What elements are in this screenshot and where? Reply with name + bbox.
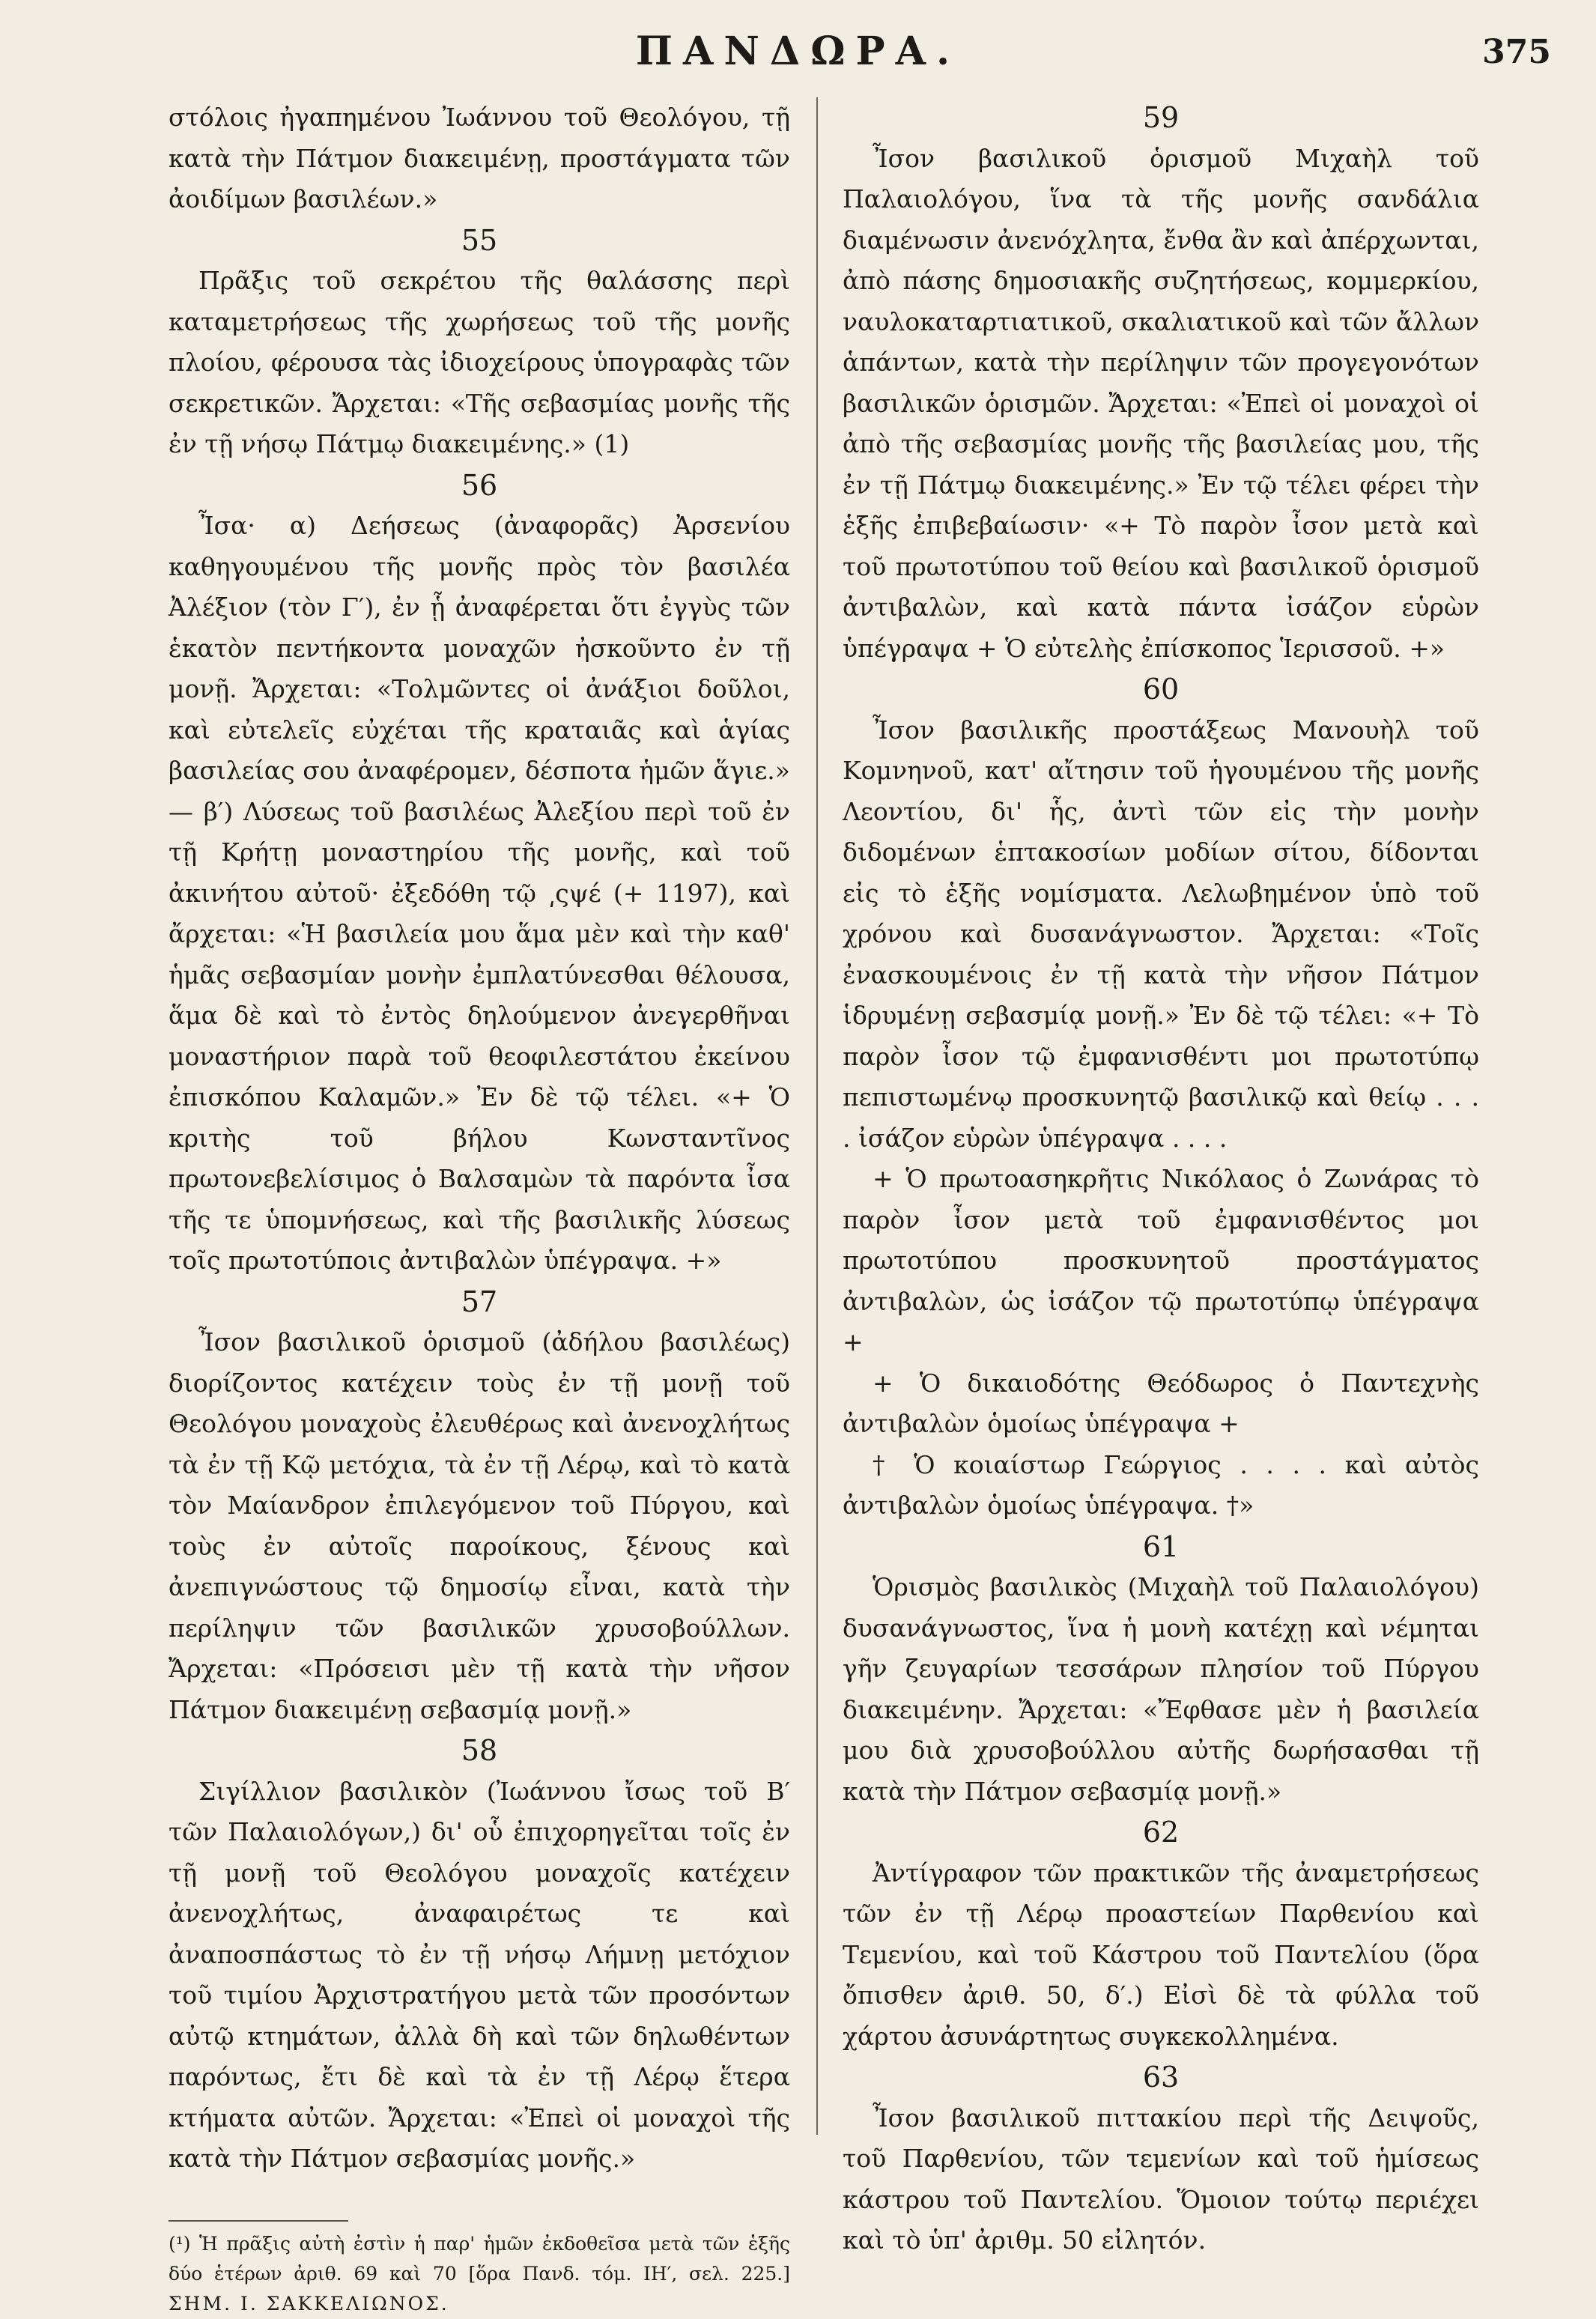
footnote-text: (¹) Ἡ πρᾶξις αὐτὴ ἐστὶν ἡ παρ' ἡμῶν ἐκδοθεῖσα μετὰ τῶν ἑξῆς δύο ἑτέρων ἀριθ. 69 καὶ 70 [ὅρα Πανδ. τόμ. ΙΗ′, σελ. 225.] (169, 2232, 790, 2285)
paragraph: Σιγίλλιον βασιλικὸν (Ἰωάννου ἴσως τοῦ Β′ τῶν Παλαιολόγων,) δι' οὗ ἐπιχορηγεῖται τοῖς ἐν τῇ μονῇ τοῦ Θεολόγου μοναχοῖς κατέχειν ἀνενοχλήτως, ἀναφαιρέτως τε καὶ ἀναποσπάστως τὸ ἐν τῇ νήσῳ Λήμνῃ μετόχιον τοῦ τιμίου Ἀρχιστρατήγου μετὰ τῶν προσόντων αὐτῷ κτημάτων, ἀλλὰ δὴ καὶ τῶν δηλωθέντων παρόντως, ἔτι δὲ καὶ τὰ ἐν τῇ Λέρῳ ἕτερα κτήματα αὐτῶν. Ἄρχεται: «Ἐπεὶ οἱ μοναχοὶ τῆς κατὰ τὴν Πάτμον σεβασμίας μονῆς.» (169, 1776, 790, 2173)
section-number: 56 (461, 468, 498, 502)
paragraph: † Ὁ κοιαίστωρ Γεώργιος . . . . καὶ αὐτὸς ἀντιβαλὼν ὁμοίως ὑπέγραψα. †» (843, 1449, 1479, 1520)
section-number: 55 (461, 223, 498, 257)
paragraph: Ἶσον βασιλικοῦ πιττακίου περὶ τῆς Δειψοῦς, τοῦ Παρθενίου, τῶν τεμενίων καὶ τοῦ ἡμίσεως κάστρου τοῦ Παντελίου. Ὅμοιον τούτῳ περιέχει καὶ τὸ ὑπ' ἀριθμ. 50 εἰλητόν. (843, 2103, 1479, 2255)
section-number: 62 (1142, 1816, 1180, 1849)
section-number: 58 (461, 1734, 498, 1767)
paragraph: Ὁρισμὸς βασιλικὸς (Μιχαὴλ τοῦ Παλαιολόγου) δυσανάγνωστος, ἵνα ἡ μονὴ κατέχῃ καὶ νέμηται γῆν ζευγαρίων τεσσάρων πλησίον τοῦ Πύργου διακειμένην. Ἄρχεται: «Ἔφθασε μὲν ἡ βασιλεία μου διὰ χρυσοβούλλου αὐτῆς δωρήσασθαι τῇ κατὰ τὴν Πάτμον σεβασμίᾳ μονῇ.» (843, 1572, 1479, 1806)
paragraph: Ἀντίγραφον τῶν πρακτικῶν τῆς ἀναμετρήσεως τῶν ἐν τῇ Λέρῳ προαστείων Παρθενίου καὶ Τεμενίου, καὶ τοῦ Κάστρου τοῦ Παντελίου (ὅρα ὄπισθεν ἀριθ. 50, δ′.) Εἰσὶ δὲ τὰ φύλλα τοῦ χάρτου ἀσυνάρτητως συγκεκολλημένα. (843, 1858, 1479, 2051)
section-number: 59 (1142, 101, 1180, 134)
column-divider (816, 97, 818, 2135)
paragraph: Ἶσον βασιλικῆς προστάξεως Μανουὴλ τοῦ Κομνηνοῦ, κατ' αἴτησιν τοῦ ἡγουμένου τῆς μονῆς Λεοντίου, δι' ἧς, ἀντὶ τῶν εἰς τὴν μονὴν διδομένων ἑπτακοσίων μοδίων σίτου, δίδονται εἰς τὸ ἑξῆς νομίσματα. Λελωβημένον ὑπὸ τοῦ χρόνου καὶ δυσανάγνωστον. Ἄρχεται: «Τοῖς ἐνασκουμένοις ἐν τῇ κατὰ τὴν νῆσον Πάτμον ἱδρυμένῃ σεβασμίᾳ μονῇ.» Ἐν δὲ τῷ τέλει: «+ Τὸ παρὸν ἶσον τῷ ἐμφανισθέντι μοι πρωτοτύπῳ πεπιστωμένῳ προσκυνητῷ βασιλικῷ καὶ θείῳ . . . . ἰσάζον εὑρὼν ὑπέγραψα . . . . (843, 715, 1479, 1153)
section-number: 57 (461, 1285, 498, 1318)
running-title: ΠΑΝΔΩΡΑ. (635, 28, 961, 74)
paragraph: στόλοις ἠγαπημένου Ἰωάννου τοῦ Θεολόγου, τῇ κατὰ τὴν Πάτμον διακειμένῃ, προστάγματα τῶν ἀοιδίμων βασιλέων.» (169, 103, 790, 213)
paragraph: + Ὁ πρωτοασηκρῆτις Νικόλαος ὁ Ζωνάρας τὸ παρὸν ἶσον μετὰ τοῦ ἐμφανισθέντος μοι πρωτοτύπου προσκυνητοῦ προστάγματος ἀντιβαλὼν, ὡς ἰσάζον τῷ πρωτοτύπῳ ὑπέγραψα + (843, 1164, 1479, 1356)
page-number: 375 (1482, 33, 1551, 71)
paragraph: + Ὁ δικαιοδότης Θεόδωρος ὁ Παντεχνὴς ἀντιβαλὼν ὁμοίως ὑπέγραψα + (843, 1368, 1479, 1438)
footnote-signature: ΣΗΜ. Ι. ΣΑΚΚΕΛΙΩΝΟΣ. (169, 2292, 449, 2315)
paragraph: Ἶσα· α) Δεήσεως (ἀναφορᾶς) Ἀρσενίου καθηγουμένου τῆς μονῆς πρὸς τὸν βασιλέα Ἀλέξιον (τὸν Γ′), ἐν ᾗ ἀναφέρεται ὅτι ἐγγὺς τῶν ἑκατὸν πεντήκοντα μοναχῶν ἠσκοῦντο ἐν τῇ μονῇ. Ἄρχεται: «Τολμῶντες οἱ ἀνάξιοι δοῦλοι, καὶ εὐτελεῖς εὐχέται τῆς κραταιᾶς καὶ ἁγίας βασιλείας σου ἀναφέρομεν, δέσποτα ἡμῶν ἅγιε.» — β′) Λύσεως τοῦ βασιλέως Ἀλεξίου περὶ τοῦ ἐν τῇ Κρήτῃ μοναστηρίου τῆς μονῆς, καὶ τοῦ ἀκινήτου αὐτοῦ· ἐξεδόθη τῷ ͵ςψέ (+ 1197), καὶ ἄρχεται: «Ἡ βασιλεία μου ἅμα μὲν καὶ τὴν καθ' ἡμᾶς σεβασμίαν μονὴν ἐμπλατύνεσθαι θέλουσα, ἅμα δὲ καὶ τὸ ἐντὸς δηλούμενον ἀνεγερθῆναι μοναστήριον παρὰ τοῦ θεοφιλεστάτου ἐκείνου ἐπισκόπου Καλαμῶν.» Ἐν δὲ τῷ τέλει. «+ Ὁ κριτὴς τοῦ βήλου Κωνσταντῖνος πρωτονεβελίσιμος ὁ Βαλσαμὼν τὰ παρόντα ἶσα τῆς τε ὑπομνήσεως, καὶ τῆς βασιλικῆς λύσεως τοῖς πρωτοτύποις ἀντιβαλὼν ὑπέγραψα. +» (169, 511, 790, 1275)
section-number: 63 (1142, 2061, 1180, 2094)
left-column (169, 97, 790, 2319)
section-number: 61 (1142, 1530, 1180, 1563)
paragraph: Ἶσον βασιλικοῦ ὁρισμοῦ Μιχαὴλ τοῦ Παλαιολόγου, ἵνα τὰ τῆς μονῆς σανδάλια διαμένωσιν ἀνενόχλητα, ἔνθα ἂν καὶ ἀπέρχωνται, ἀπὸ πάσης δημοσιακῆς συζητήσεως, κομμερκίου, ναυλοκαταρτιατικοῦ, σκαλιατικοῦ καὶ τῶν ἄλλων ἁπάντων, κατὰ τὴν περίληψιν τῶν προγεγονότων βασιλικῶν ὁρισμῶν. Ἄρχεται: «Ἐπεὶ οἱ μοναχοὶ οἱ ἀπὸ τῆς σεβασμίας μονῆς τῆς βασιλείας μου, τῆς ἐν τῇ Πάτμῳ διακειμένης.» Ἐν τῷ τέλει φέρει τὴν ἑξῆς ἐπιβεβαίωσιν· «+ Τὸ παρὸν ἶσον μετὰ καὶ τοῦ πρωτοτύπου τοῦ θείου καὶ βασιλικοῦ ὁρισμοῦ ἀντιβαλὼν, καὶ κατὰ πάντα ἰσάζον εὑρὼν ὑπέγραψα + Ὁ εὐτελὴς ἐπίσκοπος Ἱερισσοῦ. +» (843, 143, 1479, 663)
paragraph: Ἶσον βασιλικοῦ ὁρισμοῦ (ἀδήλου βασιλέως) διορίζοντος κατέχειν τοὺς ἐν τῇ μονῇ τοῦ Θεολόγου μοναχοὺς ἐλευθέρως καὶ ἀνενοχλήτως τὰ ἐν τῇ Κῷ μετόχια, τὰ ἐν τῇ Λέρῳ, καὶ τὸ κατὰ τὸν Μαίανδρον ἐπιλεγόμενον τοῦ Πύργου, καὶ τοὺς ἐν αὐτοῖς παροίκους, ξένους καὶ ἀνεπιγνώστους τῷ δημοσίῳ εἶναι, κατὰ τὴν περίληψιν τῶν βασιλικῶν χρυσοβούλλων. Ἄρχεται: «Πρόσεισι μὲν τῇ κατὰ τὴν νῆσον Πάτμον διακειμένῃ σεβασμίᾳ μονῇ.» (169, 1327, 790, 1724)
section-number: 60 (1142, 673, 1180, 706)
paragraph: Πρᾶξις τοῦ σεκρέτου τῆς θαλάσσης περὶ καταμετρήσεως τῆς χωρήσεως τοῦ τῆς μονῆς πλοίου, φέρουσα τὰς ἰδιοχείρους ὑπογραφὰς τῶν σεκρετικῶν. Ἄρχεται: «Τῆς σεβασμίας μονῆς τῆς ἐν τῇ νήσῳ Πάτμῳ διακειμένης.» (1) (169, 266, 790, 458)
right-column (843, 97, 1479, 2261)
footnote (169, 2229, 790, 2319)
